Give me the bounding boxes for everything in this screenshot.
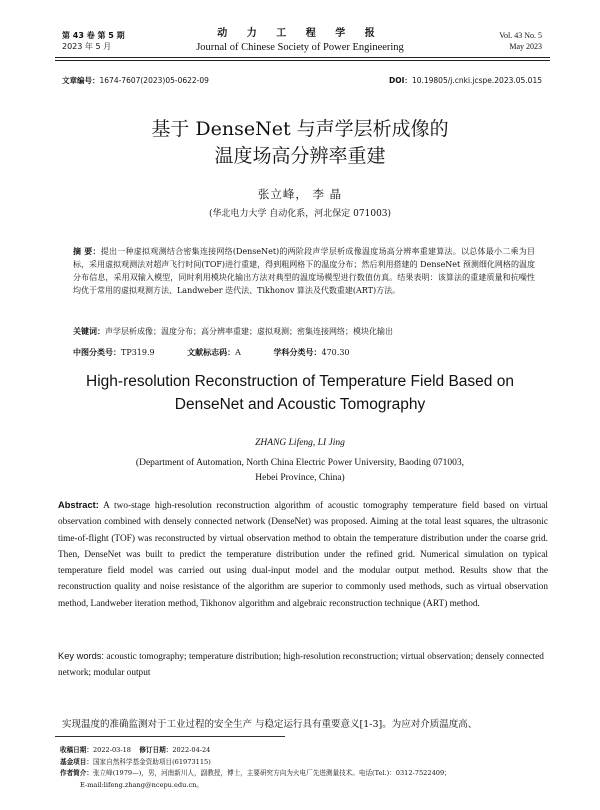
footnotes [60, 745, 560, 791]
volume-cn: 第 43 卷 第 5 期 [62, 31, 125, 40]
author-bio-value: 张立峰(1979—)，男，河南新川人，副教授，博士，主要研究方向为火电厂先进测量技术。电话(Tel.)：0312-7522409； [92, 769, 451, 777]
classification-row [73, 346, 535, 359]
volume-en: Vol. 43 No. 5 [499, 31, 542, 40]
footnote-author [60, 768, 560, 780]
revised-label: 修订日期： [139, 746, 173, 754]
journal-issue-cn [62, 30, 125, 52]
doi-value: 10.19805/j.cnki.jcspe.2023.05.015 [411, 76, 542, 85]
clc-value: TP319.9 [121, 348, 155, 357]
abstract-en-label: Abstract: [58, 500, 99, 510]
revised-value: 2022-04-24 [172, 746, 211, 754]
keywords-en-label: Key words: [58, 651, 104, 661]
paper-title-cn [60, 116, 540, 170]
journal-title-en: Journal of Chinese Society of Power Engineering [196, 42, 404, 53]
article-number [62, 75, 209, 86]
footnote-fund [60, 757, 560, 769]
journal-issue-en [499, 30, 542, 52]
keywords-en [58, 648, 548, 681]
doc-code-label: 文献标志码： [187, 348, 236, 357]
authors-en: ZHANG Lifeng, LI Jing [255, 438, 345, 448]
header-rule-thin [55, 60, 550, 61]
article-number-label: 文章编号： [62, 76, 100, 85]
subject-value: 470.30 [321, 348, 350, 357]
keywords-cn-label: 关键词： [73, 327, 105, 336]
author-bio-label: 作者简介： [60, 769, 93, 777]
doi [389, 75, 542, 86]
date-cn: 2023 年 5 月 [62, 42, 112, 51]
journal-title-cn: 动 力 工 程 学 报 [217, 28, 383, 39]
footnote-rule [55, 736, 285, 737]
journal-title [150, 27, 450, 54]
keywords-en-text: acoustic tomography; temperature distribution; high-resolution reconstruction; virtual observation; densely connected network; modular output [58, 652, 544, 678]
paper-title-cn-line2: 温度场高分辨率重建 [214, 145, 386, 167]
abstract-cn-text: 提出一种虚拟观测结合密集连接网络(DenseNet)的两阶段声学层析成像温度场高分辨率重建算法。以总体最小二乘为目标，采用虚拟观测法对超声飞行时间(TOF)进行重建，得到粗网格下的温度分布；然后利用搭建的 DenseNet 预测细化网格的温度分布信息，采用双输入模型，同时利用模块化输出方法对典型的温度场模型进行数值仿真。结果表明：该算法的重建质量和抗噪性均优于常用的虚拟观测方法、Landweber 迭代法、Tikhonov 算法及代数重建(ART)方法。 [73, 247, 535, 295]
affiliation-en [80, 456, 520, 486]
abstract-cn [73, 245, 535, 297]
authors-cn: 张立峰， 李 晶 [257, 187, 343, 201]
footnote-dates [60, 745, 560, 757]
paper-title-en-line1: High-resolution Reconstruction of Temperature Field Based on [86, 373, 514, 390]
affiliation-en-line1: (Department of Automation, North China Electric Power University, Baoding 071003, [135, 458, 465, 468]
doc-code-value: A [235, 348, 241, 357]
paper-title-en [80, 370, 520, 416]
subject-label: 学科分类号： [273, 348, 322, 357]
clc-label: 中图分类号： [73, 348, 121, 357]
abstract-en [58, 497, 548, 612]
keywords-cn [73, 325, 535, 338]
header-rule [55, 57, 550, 58]
keywords-cn-text: 声学层析成像；温度分布；高分辨率重建；虚拟观测；密集连接网络；模块化输出 [105, 327, 393, 336]
affiliation-en-line2: Hebei Province, China) [255, 473, 345, 483]
paper-title-en-line2: DenseNet and Acoustic Tomography [174, 396, 426, 413]
abstract-en-text: A two-stage high-resolution reconstruction algorithm of acoustic tomography temperature field based on virtual observation combined with densely connected network (DenseNet) was proposed. Aiming at the total least squares, the ultrasonic time-of-flight (TOF) was reconstructed by virtual observation method to obtain the temperature distribution under the coarse grid. Then, DenseNet was built to predict the temperature distribution under the refined grid. Numerical simulation on typical temperature field model was carried out using dual-input model and the modular output method. Results show that the reconstruction quality and noise resistance of the algorithm are superior to commonly used methods, such as virtual observation method, Landweber iteration method, Tikhonov algorithm and algebraic reconstruction technique (ART) method. [58, 501, 548, 609]
fund-label: 基金项目： [60, 757, 93, 766]
footnote-email: E-mail:lifeng.zhang@ncepu.edu.cn。 [80, 780, 204, 789]
paper-title-cn-line1: 基于 DenseNet 与声学层析成像的 [151, 118, 449, 140]
abstract-cn-label: 摘 要： [73, 247, 101, 256]
article-number-value: 1674-7607(2023)05-0622-09 [99, 76, 209, 85]
received-label: 收稿日期： [60, 746, 93, 754]
doi-label: DOI： [389, 76, 412, 85]
fund-value: 国家自然科学基金资助项目(61973115) [92, 757, 211, 766]
received-value: 2022-03-18 [92, 746, 131, 754]
affiliation-cn: (华北电力大学 自动化系，河北保定 071003) [208, 209, 392, 219]
date-en: May 2023 [509, 42, 542, 51]
body-first-line: 实现温度的准确监测对于工业过程的安全生产 与稳定运行具有重要意义[1-3]。为应对介质温度高、 [62, 719, 478, 730]
